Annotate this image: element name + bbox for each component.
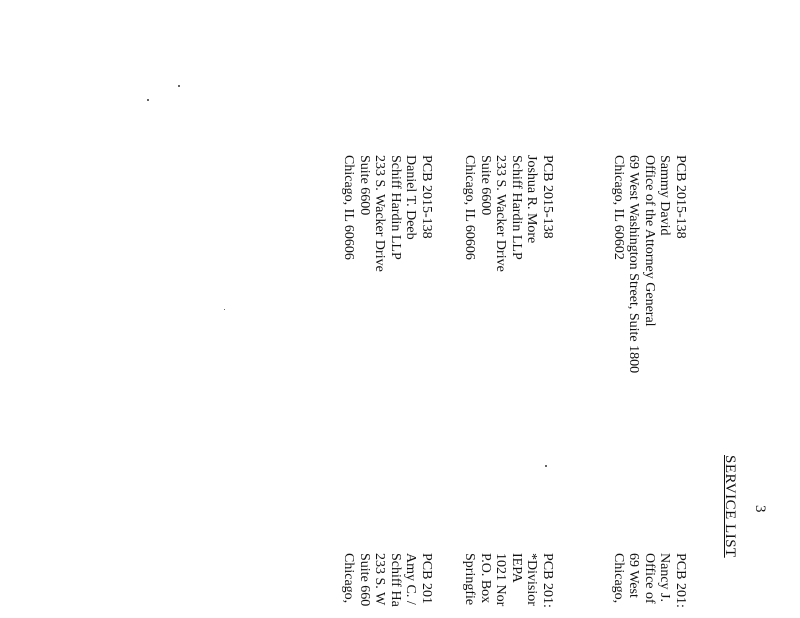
entry-line: Schiff Hardin LLP — [508, 155, 524, 260]
entry-line: 69 West Washington Street, Suite 1800 — [626, 155, 642, 374]
entry-line: PCB 201 — [419, 553, 434, 604]
entry-line: Nancy J. — [657, 553, 673, 602]
entry-line: P.O. Box — [477, 553, 493, 604]
scan-speck — [545, 465, 547, 467]
entry-line: *Divisior — [524, 553, 540, 606]
entry-line: Daniel T. Deeb — [403, 155, 419, 240]
entry-line: PCB 2015-138 — [673, 155, 688, 239]
entry-line: Chicago, IL 60606 — [462, 155, 478, 260]
entry-line: Chicago, — [610, 553, 626, 604]
entry-line: IEPA — [508, 553, 524, 583]
entry-line: Chicago, — [341, 553, 357, 604]
scan-speck — [224, 309, 225, 310]
service-entry-iepa — [461, 553, 555, 608]
entry-line: Office of the Attorney General — [641, 155, 657, 327]
entry-line: Suite 6600 — [477, 155, 493, 216]
entry-line: Suite 6600 — [356, 155, 372, 216]
entry-line: Chicago, IL 60606 — [341, 155, 357, 260]
service-entry-daniel-deeb — [340, 155, 434, 272]
service-entry-sammy-david — [610, 155, 688, 373]
entry-line: 233 S. Wacker Drive — [372, 155, 388, 272]
service-entry-nancy — [610, 553, 688, 608]
entry-line: Schiff Hardin LLP — [387, 155, 403, 260]
entry-line: PCB 2015-138 — [419, 155, 434, 239]
entry-line: 233 S. Wacker Drive — [493, 155, 509, 272]
entry-line: PCB 201: — [673, 553, 688, 608]
service-entry-amy — [340, 553, 434, 607]
entry-line: Office of — [641, 553, 657, 604]
entry-line: Sammy David — [657, 155, 673, 236]
entry-line: 1021 Nor — [493, 553, 509, 607]
entry-line: PCB 201: — [540, 553, 555, 608]
entry-line: Suite 660 — [356, 553, 372, 607]
entry-line: Amy C. / — [403, 553, 419, 605]
scan-speck — [178, 85, 180, 87]
scan-speck — [147, 99, 149, 101]
page-number: 3 — [752, 505, 768, 513]
entry-line: PCB 2015-138 — [540, 155, 555, 239]
entry-line: Chicago, IL 60602 — [610, 155, 626, 260]
entry-line: 233 S. W — [372, 553, 388, 606]
service-entry-joshua-more — [461, 155, 555, 272]
entry-line: Joshua R. More — [524, 155, 540, 244]
service-list-title: SERVICE LIST — [722, 455, 738, 558]
entry-line: Springfie — [462, 553, 478, 606]
entry-line: 69 West — [626, 553, 642, 598]
entry-line: Schiff Ha — [387, 553, 403, 607]
